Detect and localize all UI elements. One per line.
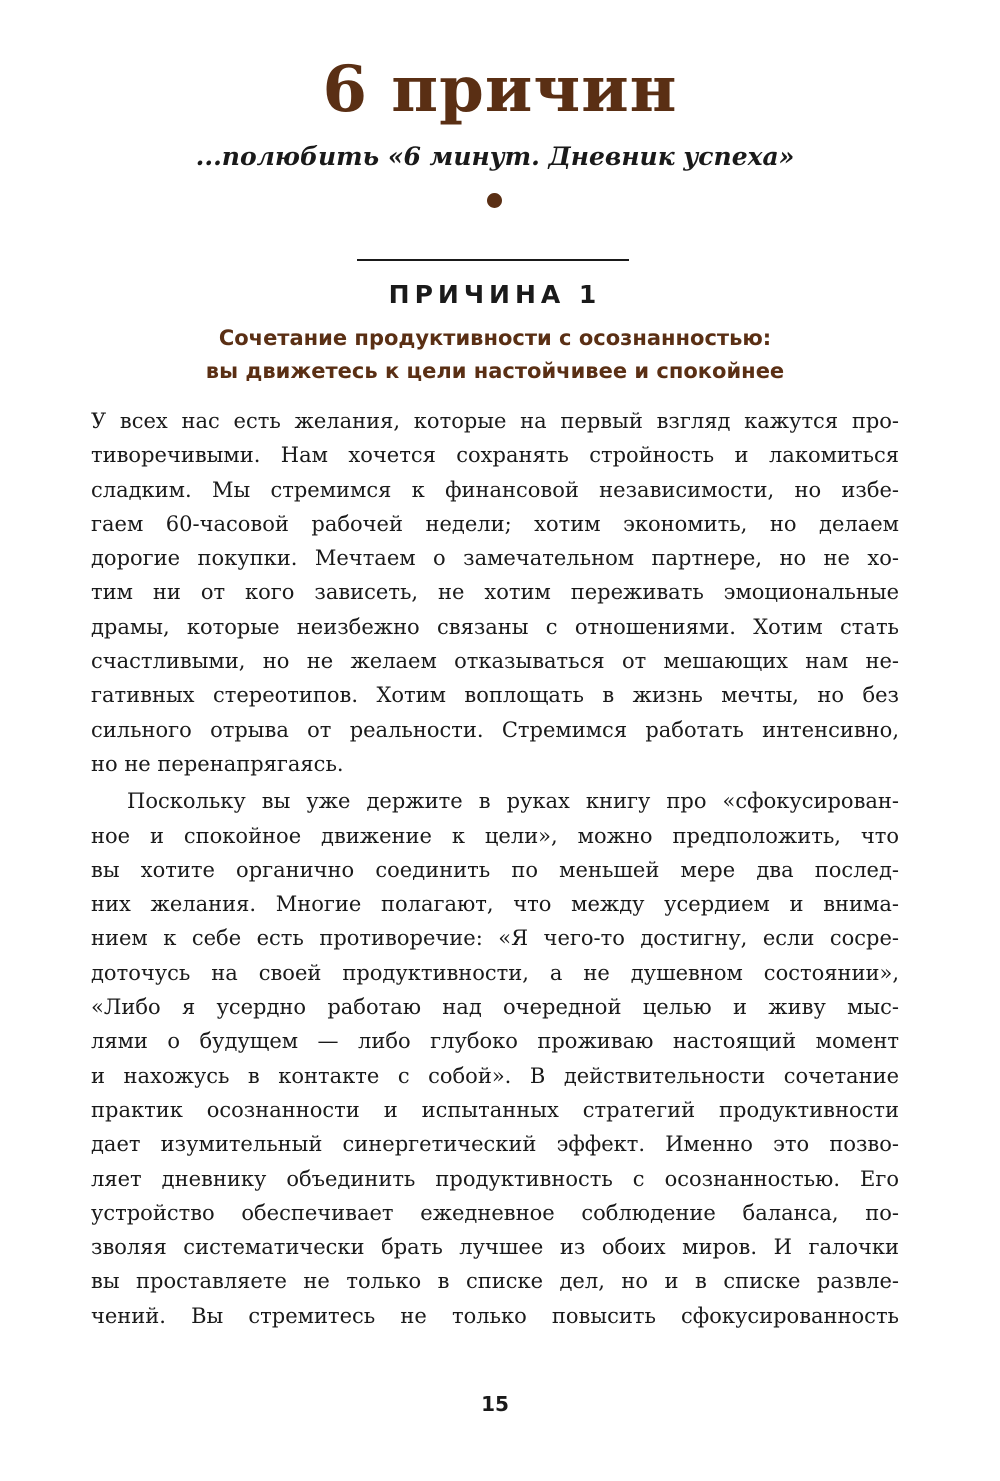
reason-heading-line: Сочетание продуктивности с осознанностью: — [218, 326, 772, 350]
reason-heading — [0, 322, 990, 388]
text-line: но не перенапрягаясь. — [91, 751, 344, 776]
text-line: «Либо я усердно работаю над очередной целью и живу мыс- — [91, 995, 899, 1020]
text-line: У всех нас есть желания, которые на первый взгляд кажутся про- — [91, 409, 899, 433]
text-line: Поскольку вы уже держите в руках книгу про «сфокусирован- — [127, 789, 899, 814]
text-line: драмы, которые неизбежно связаны с отношениями. Хотим стать — [91, 614, 899, 639]
text-line: гативных стереотипов. Хотим воплощать в жизнь мечты, но без — [91, 683, 899, 708]
text-line: практик осознанности и испытанных стратегий продуктивности — [91, 1097, 899, 1122]
decorative-dot — [487, 193, 502, 208]
reason-heading-line: вы движетесь к цели настойчивее и спокойнее — [205, 359, 785, 383]
text-line: доточусь на своей продуктивности, а не душевном состоянии», — [91, 960, 899, 985]
text-line: тиворечивыми. Нам хочется сохранять стройность и лакомиться — [91, 443, 899, 468]
text-line: зволяя систематически брать лучшее из обоих миров. И галочки — [91, 1235, 899, 1260]
text-line: гаем 60-часовой рабочей недели; хотим экономить, но делаем — [91, 511, 899, 536]
text-line: дает изумительный синергетический эффект. Именно это позво- — [91, 1132, 899, 1157]
text-line: тим ни от кого зависеть, не хотим переживать эмоциональные — [91, 580, 899, 605]
text-line: них желания. Многие полагают, что между усердием и внима- — [91, 892, 899, 917]
text-line: дорогие покупки. Мечтаем о замечательном партнере, но не хо- — [91, 546, 899, 571]
text-line: ное и спокойное движение к цели», можно предположить, что — [91, 823, 899, 848]
text-line: лями о будущем — либо глубоко проживаю настоящий момент — [91, 1029, 899, 1054]
text-line: и нахожусь в контакте с собой». В действительности сочетание — [91, 1063, 899, 1088]
text-line: счастливыми, но не желаем отказываться от мешающих нам не- — [91, 649, 899, 674]
text-line: вы хотите органично соединить по меньшей мере два послед- — [91, 857, 899, 882]
chapter-title: 6 причин — [322, 52, 678, 127]
text-line: сильного отрыва от реальности. Стремимся работать интенсивно, — [91, 717, 899, 742]
body-text — [91, 404, 899, 1333]
text-line: ляет дневнику объединить продуктивность с осознанностью. Его — [91, 1166, 899, 1191]
reason-label: ПРИЧИНА 1 — [388, 280, 602, 309]
text-line: сладким. Мы стремимся к финансовой независимости, но избе- — [91, 477, 899, 502]
text-line: нием к себе есть противоречие: «Я чего-то достигну, если сосре- — [91, 926, 899, 951]
text-line: вы проставляете не только в списке дел, но и в списке развле- — [91, 1269, 899, 1294]
chapter-subtitle: ...полюбить «6 минут. Дневник успеха» — [195, 142, 795, 171]
page-number: 15 — [481, 1392, 509, 1416]
text-line: устройство обеспечивает ежедневное соблюдение баланса, по- — [91, 1200, 899, 1225]
divider-rule — [357, 259, 629, 261]
text-line: чений. Вы стремитесь не только повысить сфокусированность — [91, 1303, 899, 1328]
